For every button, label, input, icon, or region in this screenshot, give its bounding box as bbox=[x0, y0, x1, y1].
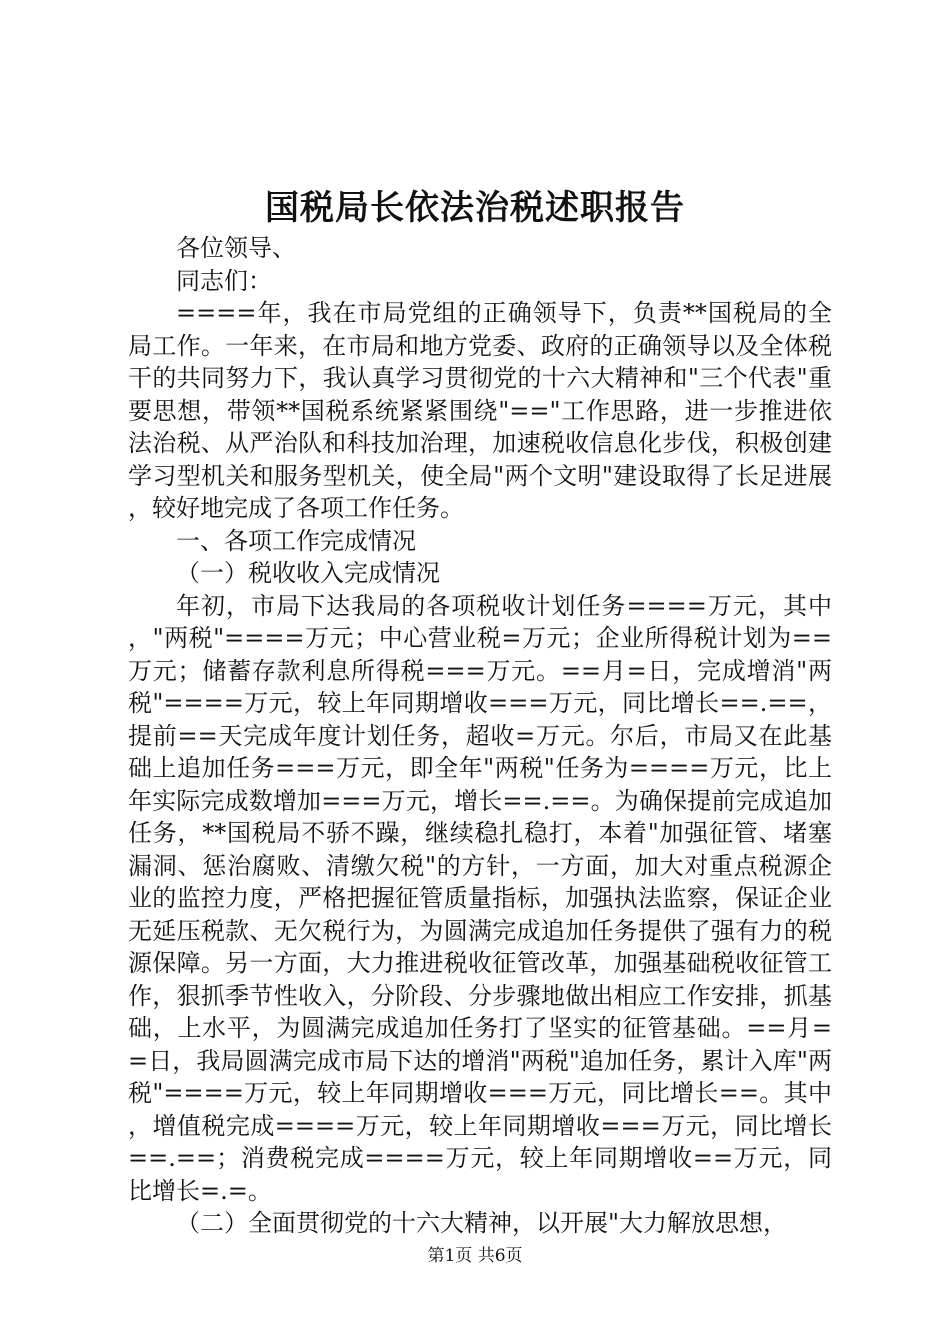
intro-paragraph: ====年，我在市局党组的正确领导下，负责**国税局的全局工作。一年来，在市局和地方党委、政府的正确领导以及全体税干的共同努力下，我认真学习贯彻党的十六大精神和"三个代表"重要思想，带领**国税系统紧紧围绕"=="工作思路，进一步推进依法治税、从严治队和科技加治理，加速税收信息化步伐，积极创建学习型机关和服务型机关，使全局"两个文明"建设取得了长足进展，较好地完成了各项工作任务。 bbox=[128, 299, 832, 522]
document-title: 国税局长依法治税述职报告 bbox=[265, 188, 685, 228]
subsection-heading-2: （二）全面贯彻党的十六大精神，以开展"大力解放思想， bbox=[176, 1209, 788, 1237]
tax-revenue-paragraph: 年初，市局下达我局的各项税收计划任务====万元，其中，"两税"====万元；中心营业税=万元；企业所得税计划为==万元；储蓄存款利息所得税===万元。==月=日，完成增消"两税"====万元，较上年同期增收===万元，同比增长==.==，提前==天完成年度计划任务，超收=万元。尔后，市局又在此基础上追加任务===万元，即全年"两税"任务为====万元，比上年实际完成数增加===万元，增长==.==。为确保提前完成追加任务，**国税局不骄不躁，继续稳扎稳打，本着"加强征管、堵塞漏洞、惩治腐败、清缴欠税"的方针，一方面，加大对重点税源企业的监控力度，严格把握征管质量指标，加强执法监察，保证企业无延压税款、无欠税行为，为圆满完成追加任务提供了强有力的税源保障。另一方面，大力推进税收征管改革，加强基础税收征管工作，狠抓季节性收入，分阶段、分步骤地做出相应工作安排，抓基础，上水平，为圆满完成追加任务打了坚实的征管基础。==月==日，我局圆满完成市局下达的增消"两税"追加任务，累计入库"两税"====万元，较上年同期增收===万元，同比增长==。其中，增值税完成====万元，较上年同期增收===万元，同比增长==.==；消费税完成====万元，较上年同期增收==万元，同比增长=.=。 bbox=[128, 591, 832, 1205]
salutation-line-1: 各位领导、 bbox=[176, 234, 296, 262]
subsection-heading-1: （一）税收收入完成情况 bbox=[176, 559, 440, 587]
document-body bbox=[128, 232, 832, 1240]
section-heading-1: 一、各项工作完成情况 bbox=[176, 526, 416, 555]
page-number-footer: 第1页 共6页 bbox=[427, 1246, 523, 1266]
salutation-line-2: 同志们： bbox=[176, 266, 272, 295]
